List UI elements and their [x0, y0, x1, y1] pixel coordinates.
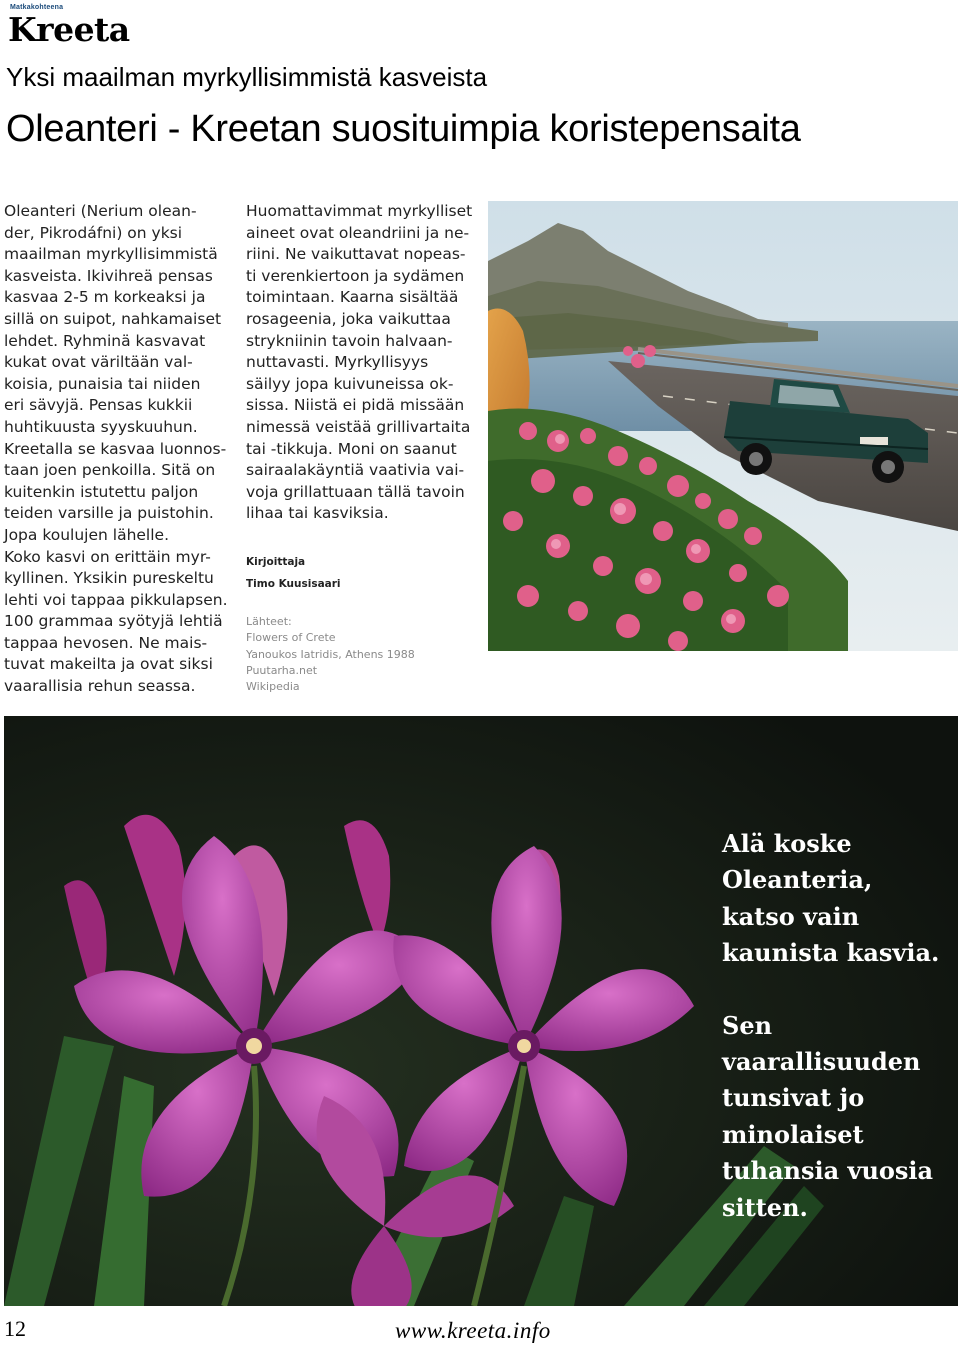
body-line: voja grillattuaan tällä tavoin: [246, 482, 465, 501]
pull-quote: [722, 826, 952, 1226]
coastal-road-photo: [488, 201, 958, 651]
quote-line: vaarallisuuden: [722, 1047, 921, 1077]
body-line: toimintaan. Kaarna sisältää: [246, 288, 459, 307]
quote-line: tunsivat jo: [722, 1083, 865, 1113]
quote-line: tuhansia vuosia: [722, 1156, 934, 1186]
body-line: 100 grammaa syötyjä lehtiä: [4, 612, 223, 631]
sources-list: [246, 614, 415, 695]
body-line: Koko kasvi on erittäin myr-: [4, 547, 211, 566]
quote-line: Alä koske: [722, 829, 852, 858]
body-line: taan joen penkoilla. Sitä on: [4, 461, 216, 480]
body-line: kyllinen. Yksikin pureskeltu: [4, 569, 214, 588]
body-line: kukat ovat väriltään val-: [4, 353, 193, 372]
quote-spacer: [722, 972, 952, 1008]
body-line: sillä on suipot, nahkamaiset: [4, 309, 222, 328]
body-line: tuvat makeilta ja ovat siksi: [4, 655, 213, 674]
body-line: der, Pikrodáfni) on yksi: [4, 223, 183, 242]
body-line: aineet ovat oleandriini ja ne-: [246, 223, 470, 242]
body-line: koisia, punaisia tai niiden: [4, 374, 201, 393]
body-line: Huomattavimmat myrkylliset: [246, 202, 473, 220]
author-name: Timo Kuusisaari: [246, 578, 341, 590]
body-line: huhtikuusta syyskuuhun.: [4, 417, 198, 436]
body-column-1: [4, 201, 236, 698]
body-line: sissa. Niistä ei pidä missään: [246, 396, 465, 415]
body-line: lihaa tai kasviksia.: [246, 504, 389, 523]
masthead-small-label: Matkakohteena: [10, 4, 64, 11]
body-line: ti verenkiertoon ja sydämen: [246, 266, 465, 285]
source-item: Yanoukos Iatridis, Athens 1988: [246, 647, 415, 661]
body-line: nuttavasti. Myrkyllisyys: [246, 353, 429, 372]
body-line: kasvaa 2-5 m korkeaksi ja: [4, 288, 206, 307]
body-line: lehti voi tappaa pikkulapsen.: [4, 590, 228, 609]
body-line: nimessä veistää grillivartaita: [246, 417, 471, 436]
quote-line: Oleanteria,: [722, 865, 873, 895]
website-link[interactable]: www.kreeta.info: [395, 1318, 551, 1343]
author-label: Kirjoittaja: [246, 556, 306, 568]
body-line: kasveista. Ikivihreä pensas: [4, 266, 213, 285]
body-line: eri sävyjä. Pensas kukkii: [4, 396, 193, 415]
quote-line: katso vain: [722, 901, 860, 931]
body-line: tai -tikkuja. Moni on saanut: [246, 439, 457, 458]
body-line: kuitenkin istutettu paljon: [4, 482, 199, 501]
article-headline: Oleanteri - Kreetan suosituimpia koristepensaita: [6, 108, 801, 150]
body-line: säilyy jopa kuivuneissa ok-: [246, 374, 454, 393]
source-item: Wikipedia: [246, 680, 300, 694]
body-line: tappaa hevosen. Ne mais-: [4, 633, 208, 652]
source-item: Puutarha.net: [246, 663, 318, 677]
masthead-logo: [8, 4, 138, 48]
body-line: teiden varsille ja puistohin.: [4, 504, 214, 523]
body-column-2: [246, 201, 482, 525]
body-line: maailman myrkyllisimmistä: [4, 245, 218, 264]
body-line: Oleanteri (Nerium olean-: [4, 202, 197, 220]
quote-line: minolaiset: [722, 1119, 864, 1149]
body-line: vaarallisia rehun seassa.: [4, 677, 196, 696]
page-number: 12: [4, 1316, 26, 1341]
body-line: strykniinin tavoin halvaan-: [246, 331, 453, 350]
body-line: lehdet. Ryhminä kasvavat: [4, 331, 206, 350]
quote-line: kaunista kasvia.: [722, 938, 940, 968]
article-kicker: Yksi maailman myrkyllisimmistä kasveista: [6, 62, 488, 92]
sources-heading: Lähteet:: [246, 615, 292, 628]
body-line: riini. Ne vaikuttavat nopeas-: [246, 245, 466, 264]
body-line: Kreetalla se kasvaa luonnos-: [4, 439, 227, 458]
quote-line: sitten.: [722, 1192, 808, 1222]
body-line: rosageenia, joka vaikuttaa: [246, 309, 451, 328]
body-line: sairaalakäyntiä vaativia vai-: [246, 461, 465, 480]
masthead-logo-text: Kreeta: [8, 10, 130, 49]
quote-line: Sen: [722, 1010, 773, 1040]
source-item: Flowers of Crete: [246, 631, 336, 645]
body-line: Jopa koulujen lähelle.: [4, 525, 170, 544]
